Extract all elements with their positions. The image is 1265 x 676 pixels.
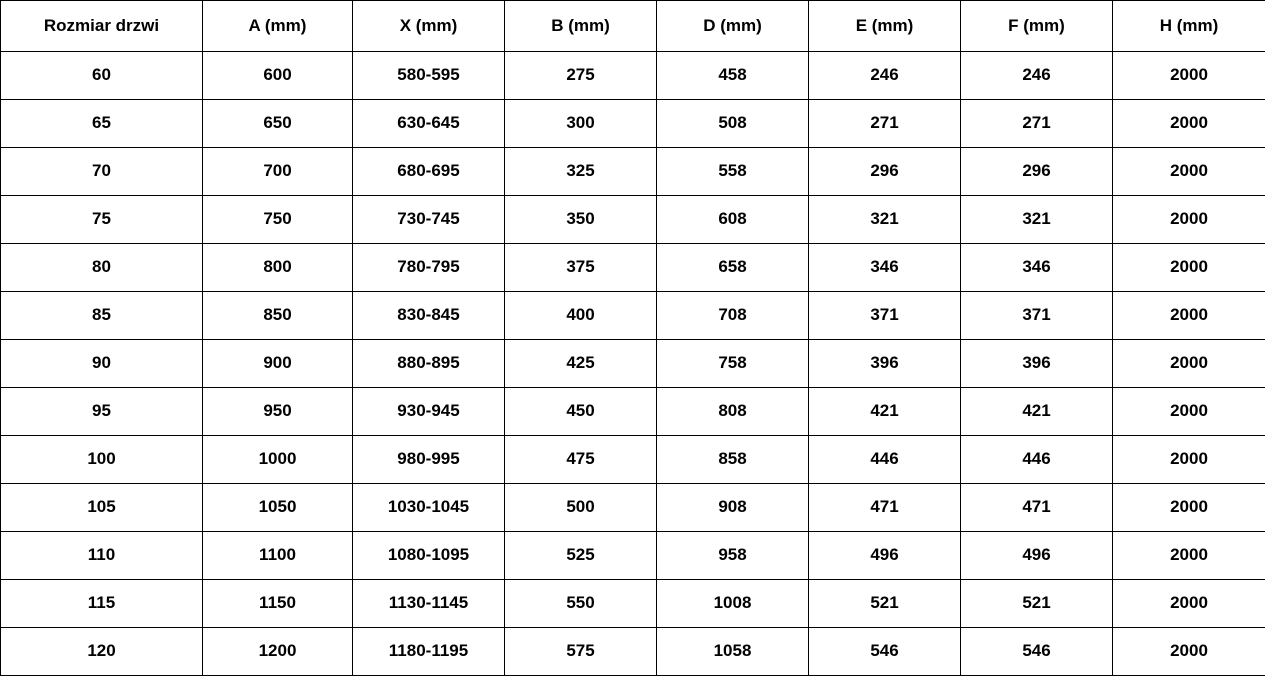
cell-x: 730-745	[353, 196, 505, 244]
cell-d: 558	[657, 148, 809, 196]
cell-rozmiar-drzwi: 95	[1, 388, 203, 436]
cell-b: 550	[505, 580, 657, 628]
column-header-rozmiar-drzwi: Rozmiar drzwi	[1, 1, 203, 52]
cell-b: 325	[505, 148, 657, 196]
table-row	[1, 100, 1265, 148]
cell-f: 246	[961, 52, 1113, 100]
cell-x: 580-595	[353, 52, 505, 100]
cell-rozmiar-drzwi: 115	[1, 580, 203, 628]
table-row	[1, 532, 1265, 580]
column-header-x: X (mm)	[353, 1, 505, 52]
cell-f: 471	[961, 484, 1113, 532]
cell-f: 521	[961, 580, 1113, 628]
cell-h: 2000	[1113, 196, 1265, 244]
cell-rozmiar-drzwi: 120	[1, 628, 203, 676]
cell-d: 1058	[657, 628, 809, 676]
cell-b: 275	[505, 52, 657, 100]
cell-e: 446	[809, 436, 961, 484]
cell-b: 575	[505, 628, 657, 676]
cell-x: 780-795	[353, 244, 505, 292]
cell-b: 300	[505, 100, 657, 148]
cell-f: 396	[961, 340, 1113, 388]
cell-a: 800	[203, 244, 353, 292]
cell-e: 371	[809, 292, 961, 340]
column-header-b: B (mm)	[505, 1, 657, 52]
cell-f: 371	[961, 292, 1113, 340]
cell-b: 475	[505, 436, 657, 484]
cell-e: 271	[809, 100, 961, 148]
cell-a: 950	[203, 388, 353, 436]
cell-a: 1000	[203, 436, 353, 484]
cell-a: 750	[203, 196, 353, 244]
cell-rozmiar-drzwi: 90	[1, 340, 203, 388]
cell-d: 658	[657, 244, 809, 292]
cell-x: 680-695	[353, 148, 505, 196]
cell-a: 1100	[203, 532, 353, 580]
cell-rozmiar-drzwi: 70	[1, 148, 203, 196]
cell-h: 2000	[1113, 628, 1265, 676]
table-row	[1, 52, 1265, 100]
cell-b: 500	[505, 484, 657, 532]
cell-b: 400	[505, 292, 657, 340]
cell-d: 958	[657, 532, 809, 580]
cell-d: 1008	[657, 580, 809, 628]
cell-rozmiar-drzwi: 75	[1, 196, 203, 244]
cell-x: 630-645	[353, 100, 505, 148]
cell-d: 458	[657, 52, 809, 100]
cell-x: 1080-1095	[353, 532, 505, 580]
cell-a: 1150	[203, 580, 353, 628]
cell-e: 546	[809, 628, 961, 676]
column-header-h: H (mm)	[1113, 1, 1265, 52]
cell-d: 758	[657, 340, 809, 388]
cell-x: 1130-1145	[353, 580, 505, 628]
cell-h: 2000	[1113, 532, 1265, 580]
column-header-e: E (mm)	[809, 1, 961, 52]
cell-f: 421	[961, 388, 1113, 436]
cell-rozmiar-drzwi: 80	[1, 244, 203, 292]
cell-f: 446	[961, 436, 1113, 484]
cell-b: 450	[505, 388, 657, 436]
cell-h: 2000	[1113, 388, 1265, 436]
table-row	[1, 580, 1265, 628]
cell-h: 2000	[1113, 100, 1265, 148]
cell-a: 700	[203, 148, 353, 196]
cell-f: 546	[961, 628, 1113, 676]
cell-rozmiar-drzwi: 100	[1, 436, 203, 484]
table-row	[1, 340, 1265, 388]
cell-rozmiar-drzwi: 110	[1, 532, 203, 580]
cell-x: 980-995	[353, 436, 505, 484]
column-header-d: D (mm)	[657, 1, 809, 52]
cell-d: 708	[657, 292, 809, 340]
cell-rozmiar-drzwi: 105	[1, 484, 203, 532]
table-row	[1, 292, 1265, 340]
cell-a: 850	[203, 292, 353, 340]
cell-e: 396	[809, 340, 961, 388]
cell-f: 496	[961, 532, 1113, 580]
cell-d: 908	[657, 484, 809, 532]
table-row	[1, 196, 1265, 244]
cell-x: 830-845	[353, 292, 505, 340]
table-row	[1, 388, 1265, 436]
column-header-f: F (mm)	[961, 1, 1113, 52]
cell-e: 246	[809, 52, 961, 100]
cell-e: 421	[809, 388, 961, 436]
cell-f: 321	[961, 196, 1113, 244]
table-row	[1, 628, 1265, 676]
cell-h: 2000	[1113, 484, 1265, 532]
cell-e: 321	[809, 196, 961, 244]
cell-e: 496	[809, 532, 961, 580]
cell-a: 650	[203, 100, 353, 148]
cell-rozmiar-drzwi: 60	[1, 52, 203, 100]
cell-a: 900	[203, 340, 353, 388]
cell-x: 1030-1045	[353, 484, 505, 532]
cell-d: 858	[657, 436, 809, 484]
cell-b: 375	[505, 244, 657, 292]
cell-a: 600	[203, 52, 353, 100]
cell-x: 880-895	[353, 340, 505, 388]
cell-h: 2000	[1113, 340, 1265, 388]
cell-e: 346	[809, 244, 961, 292]
cell-d: 808	[657, 388, 809, 436]
cell-rozmiar-drzwi: 65	[1, 100, 203, 148]
table-row	[1, 436, 1265, 484]
cell-h: 2000	[1113, 244, 1265, 292]
table-row	[1, 484, 1265, 532]
cell-x: 930-945	[353, 388, 505, 436]
cell-b: 425	[505, 340, 657, 388]
cell-e: 296	[809, 148, 961, 196]
cell-a: 1200	[203, 628, 353, 676]
cell-b: 525	[505, 532, 657, 580]
column-header-a: A (mm)	[203, 1, 353, 52]
cell-rozmiar-drzwi: 85	[1, 292, 203, 340]
cell-h: 2000	[1113, 52, 1265, 100]
cell-h: 2000	[1113, 148, 1265, 196]
cell-b: 350	[505, 196, 657, 244]
cell-h: 2000	[1113, 580, 1265, 628]
cell-f: 271	[961, 100, 1113, 148]
cell-f: 346	[961, 244, 1113, 292]
cell-e: 521	[809, 580, 961, 628]
cell-e: 471	[809, 484, 961, 532]
table-header-row	[1, 1, 1265, 52]
cell-h: 2000	[1113, 292, 1265, 340]
cell-d: 608	[657, 196, 809, 244]
table-row	[1, 148, 1265, 196]
cell-h: 2000	[1113, 436, 1265, 484]
cell-d: 508	[657, 100, 809, 148]
cell-a: 1050	[203, 484, 353, 532]
cell-x: 1180-1195	[353, 628, 505, 676]
table-row	[1, 244, 1265, 292]
cell-f: 296	[961, 148, 1113, 196]
